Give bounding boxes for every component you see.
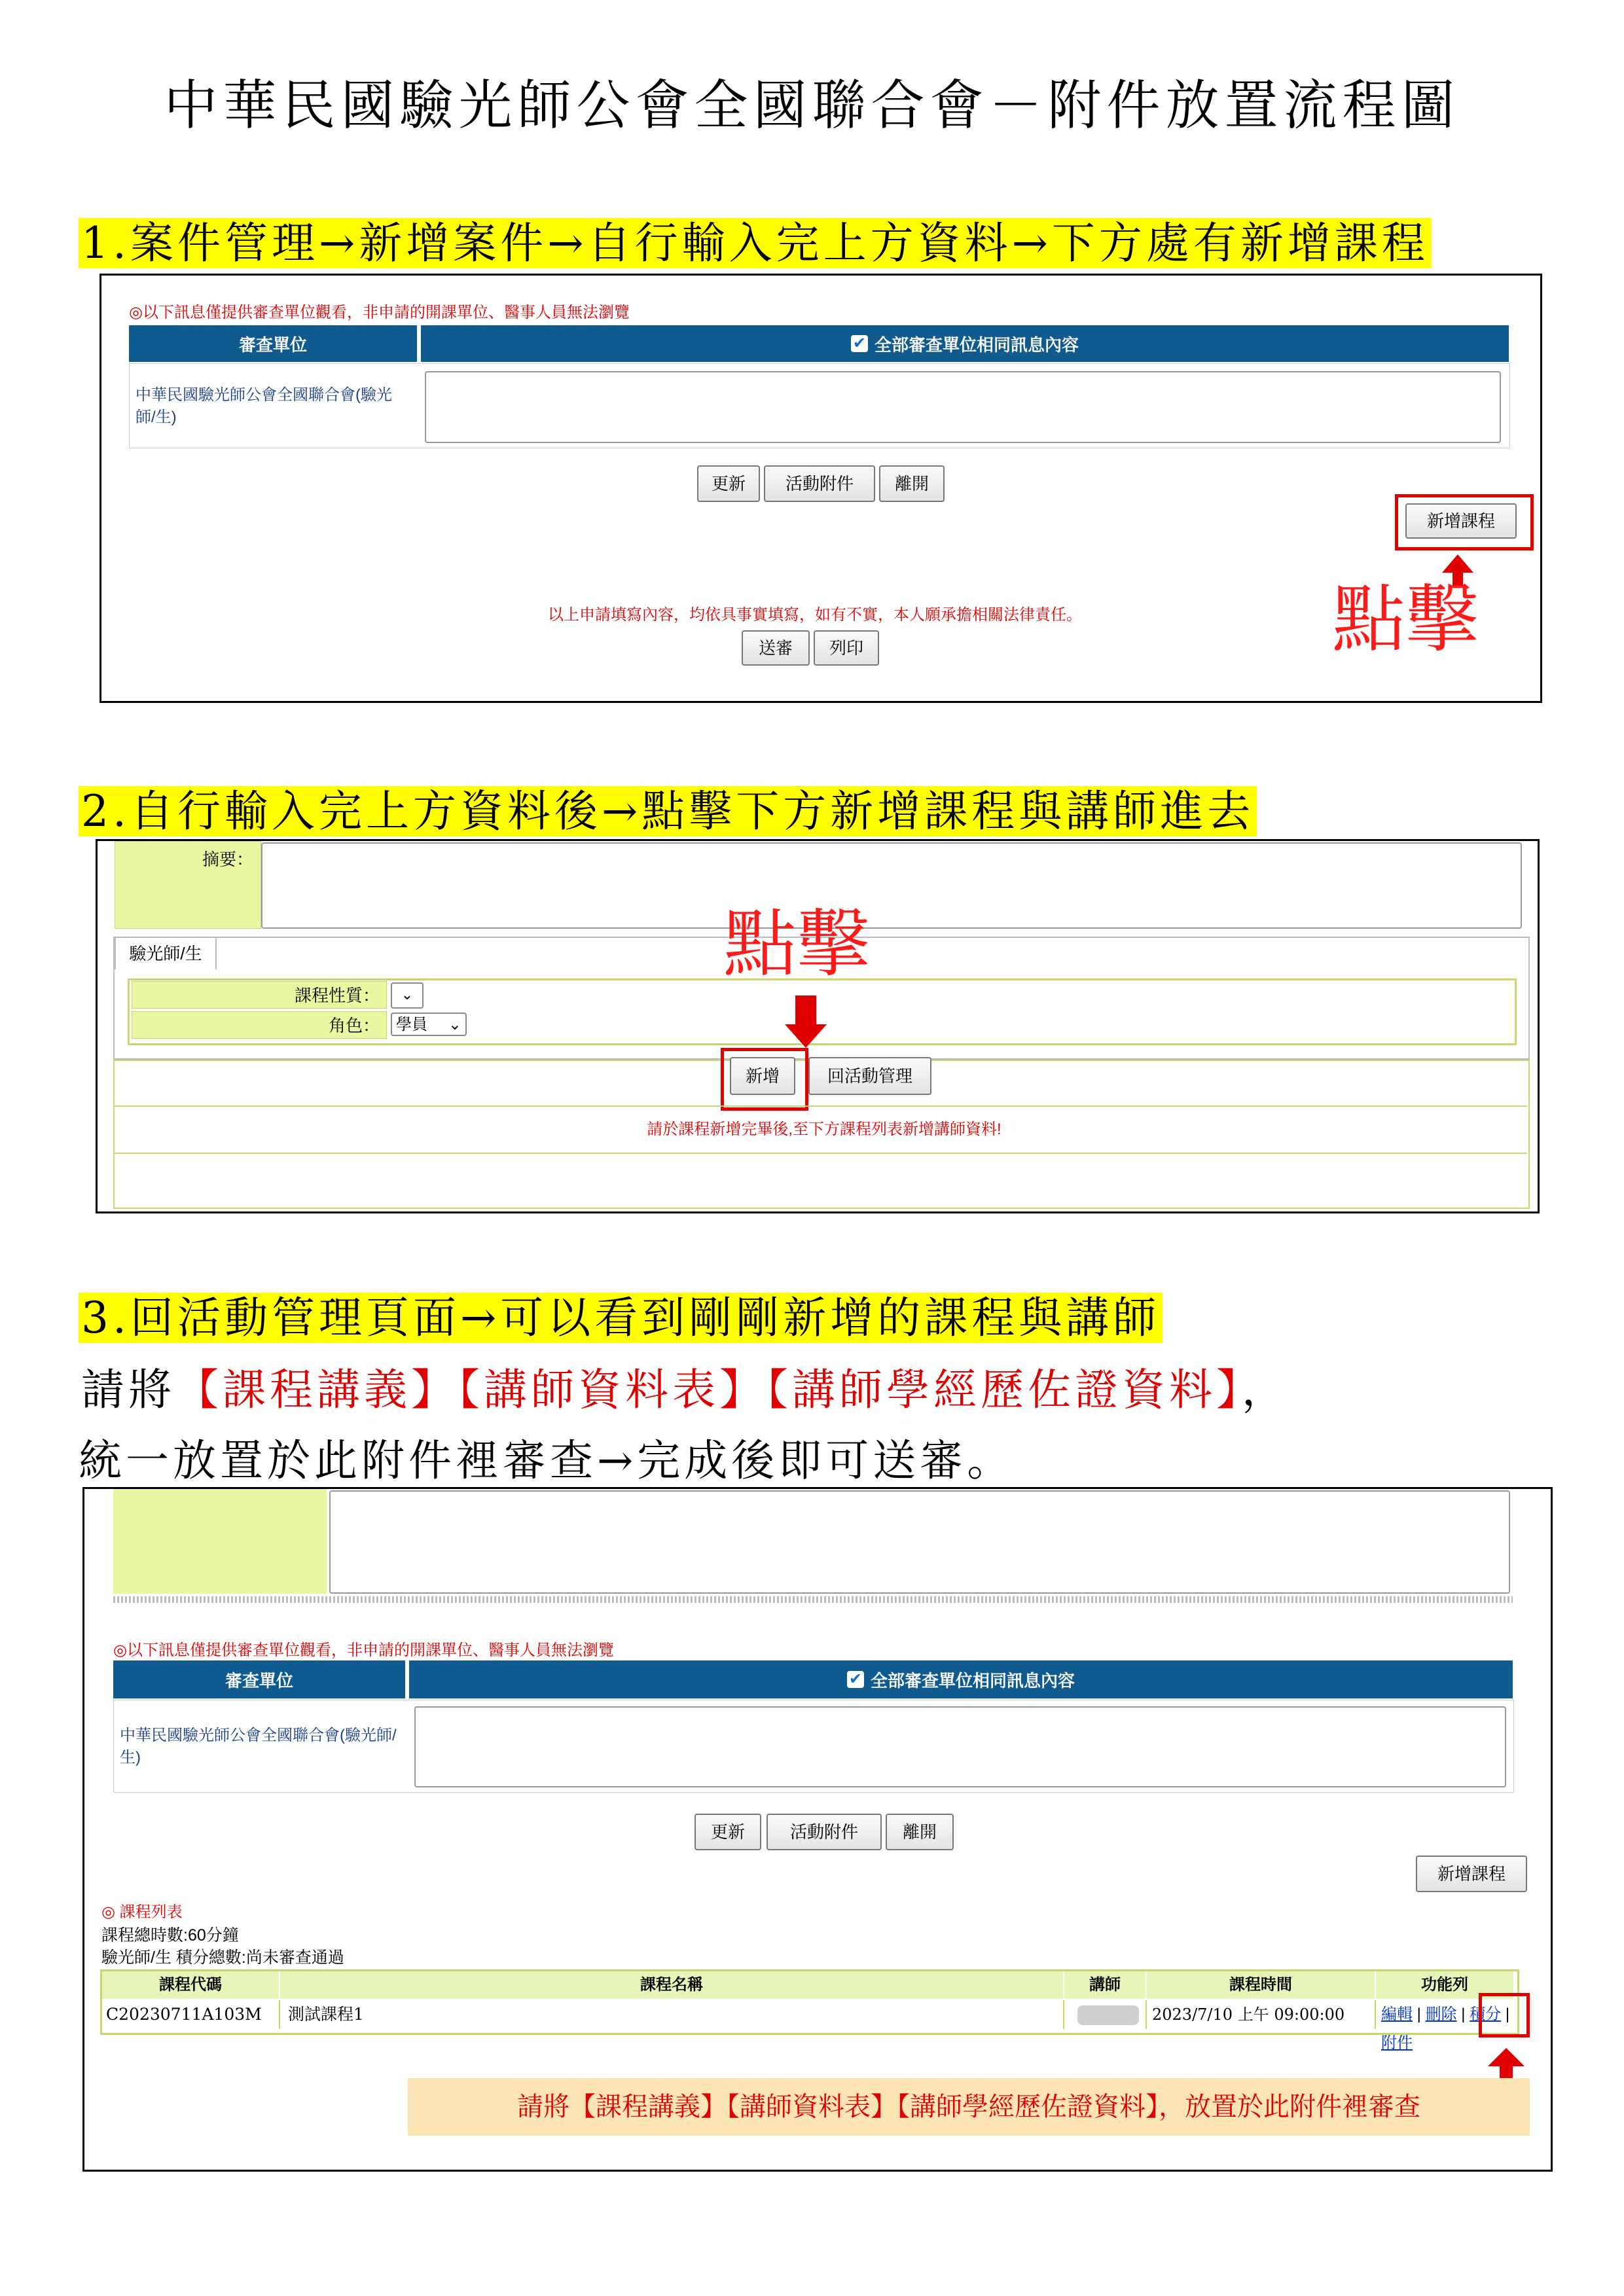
leave-button[interactable]: 離開 [886,1814,954,1850]
summary-textarea[interactable] [261,842,1522,929]
cell-divider [279,2000,280,2029]
update-button[interactable]: 更新 [697,465,760,502]
highlight-box [1479,1993,1530,2037]
agency-name: 中華民國驗光師公會全國聯合會(驗光師/生) [135,386,392,426]
cell-divider [1146,2000,1147,2029]
review-notice: ◎以下訊息僅提供審查單位觀看，非申請的開課單位、醫事人員無法瀏覽 [129,304,630,321]
step3-screenshot [82,1487,1553,2172]
step3-instruction-line2: 請將【課程講義】【講師資料表】【講師學經歷佐證資料】， [81,1365,1289,1415]
submit-button[interactable]: 送審 [742,630,810,666]
course-list-title: ◎ 課程列表 [101,1903,183,1921]
review-notice: ◎以下訊息僅提供審查單位觀看，非申請的開課單位、醫事人員無法瀏覽 [113,1641,614,1659]
role-select[interactable]: 學員 ⌄ [391,1013,467,1036]
course-code: C20230711A103M [106,2005,262,2024]
cell-divider [1063,2000,1064,2029]
review-message-textarea[interactable] [414,1706,1506,1787]
activity-attachment-button[interactable]: 活動附件 [764,465,875,502]
divider [113,1105,1527,1107]
th-actions: 功能列 [1376,1971,1513,1999]
add-course-note: 請於課程新增完畢後,至下方課程列表新增講師資料! [647,1121,1001,1138]
checkbox-checked-icon[interactable]: ✔ [851,335,868,352]
col-same-message: ✔ 全部審查單位相同訊息內容 [421,325,1509,362]
total-hours: 課程總時數:60分鐘 [101,1926,239,1945]
print-button[interactable]: 列印 [814,630,879,666]
back-to-activity-button[interactable]: 回活動管理 [808,1057,931,1095]
credit-status: 驗光師/生 積分總數:尚未審查通過 [101,1948,344,1967]
th-lecturer: 講師 [1064,1971,1146,1999]
leave-button[interactable]: 離開 [879,465,945,502]
attachment-link[interactable]: 附件 [1381,2034,1413,2052]
add-button[interactable]: 新增 [730,1057,795,1095]
step2-screenshot [96,839,1540,1213]
nature-label: 課程性質： [132,981,387,1009]
page-title: 中華民國驗光師公會全國聯合會－附件放置流程圖 [164,75,1460,137]
attachment-callout: 請將【課程講義】【講師資料表】【講師學經歷佐證資料】，放置於此附件裡審查 [408,2078,1530,2136]
add-course-button[interactable]: 新增課程 [1405,503,1517,539]
step3-instruction-line3: 統一放置於此附件裡審查→完成後即可送審。 [79,1435,1015,1486]
tab-optician[interactable]: 驗光師/生 [115,937,217,969]
edit-link[interactable]: 編輯 [1381,2005,1413,2023]
credit-link[interactable]: 積分 [1470,2005,1502,2023]
arrow-down-icon [785,1024,827,1048]
summary-label: 摘要： [202,850,254,869]
course-name: 測試課程1 [288,2005,364,2024]
col-review-unit: 審查單位 [113,1660,405,1698]
action-links: 編輯 | 刪除 | 積分 | 附件 [1381,2005,1510,2052]
arrow-up-icon [1442,554,1473,573]
dotted-divider [113,1596,1513,1603]
update-button[interactable]: 更新 [695,1814,761,1850]
col-same-message: ✔ 全部審查單位相同訊息內容 [409,1660,1513,1698]
review-message-textarea[interactable] [425,371,1501,443]
divider [113,1153,1527,1154]
th-course-code: 課程代碼 [102,1971,279,1999]
th-course-name: 課程名稱 [280,1971,1063,1999]
th-course-time: 課程時間 [1147,1971,1375,1999]
nature-select[interactable] [391,982,424,1009]
summary-textarea[interactable] [329,1490,1510,1594]
chevron-down-icon: ⌄ [401,986,414,1003]
step1-heading: 1.案件管理→新增案件→自行輸入完上方資料→下方處有新增課程 [79,208,1432,270]
summary-label-cell [113,1489,327,1594]
course-time: 2023/7/10 上午 09:00:00 [1152,2005,1345,2024]
agency-name: 中華民國驗光師公會全國聯合會(驗光師/生) [120,1727,397,1767]
step3-heading: 3.回活動管理頁面→可以看到剛剛新增的課程與講師 [79,1283,1163,1345]
checkbox-checked-icon[interactable]: ✔ [847,1671,864,1688]
lecturer-name-blurred [1077,2005,1139,2025]
col-review-unit: 審查單位 [129,325,417,362]
arrow-up-stem [1500,2065,1513,2078]
role-label: 角色： [132,1011,387,1039]
click-label: 點擊 [723,902,870,987]
step2-heading: 2.自行輸入完上方資料後→點擊下方新增課程與講師進去 [79,776,1257,838]
chevron-down-icon: ⌄ [448,1016,461,1033]
delete-link[interactable]: 刪除 [1425,2005,1457,2023]
add-course-button[interactable]: 新增課程 [1416,1856,1527,1892]
declaration-text: 以上申請填寫內容，均依具事實填寫，如有不實，本人願承擔相關法律責任。 [548,606,1082,624]
activity-attachment-button[interactable]: 活動附件 [767,1814,882,1850]
cell-divider [1375,2000,1376,2029]
arrow-down-stem [795,996,816,1024]
table-row [102,2000,1513,2052]
step1-screenshot [99,274,1542,703]
click-label: 點擊 [1332,577,1479,662]
arrow-up-icon [1488,2048,1525,2066]
